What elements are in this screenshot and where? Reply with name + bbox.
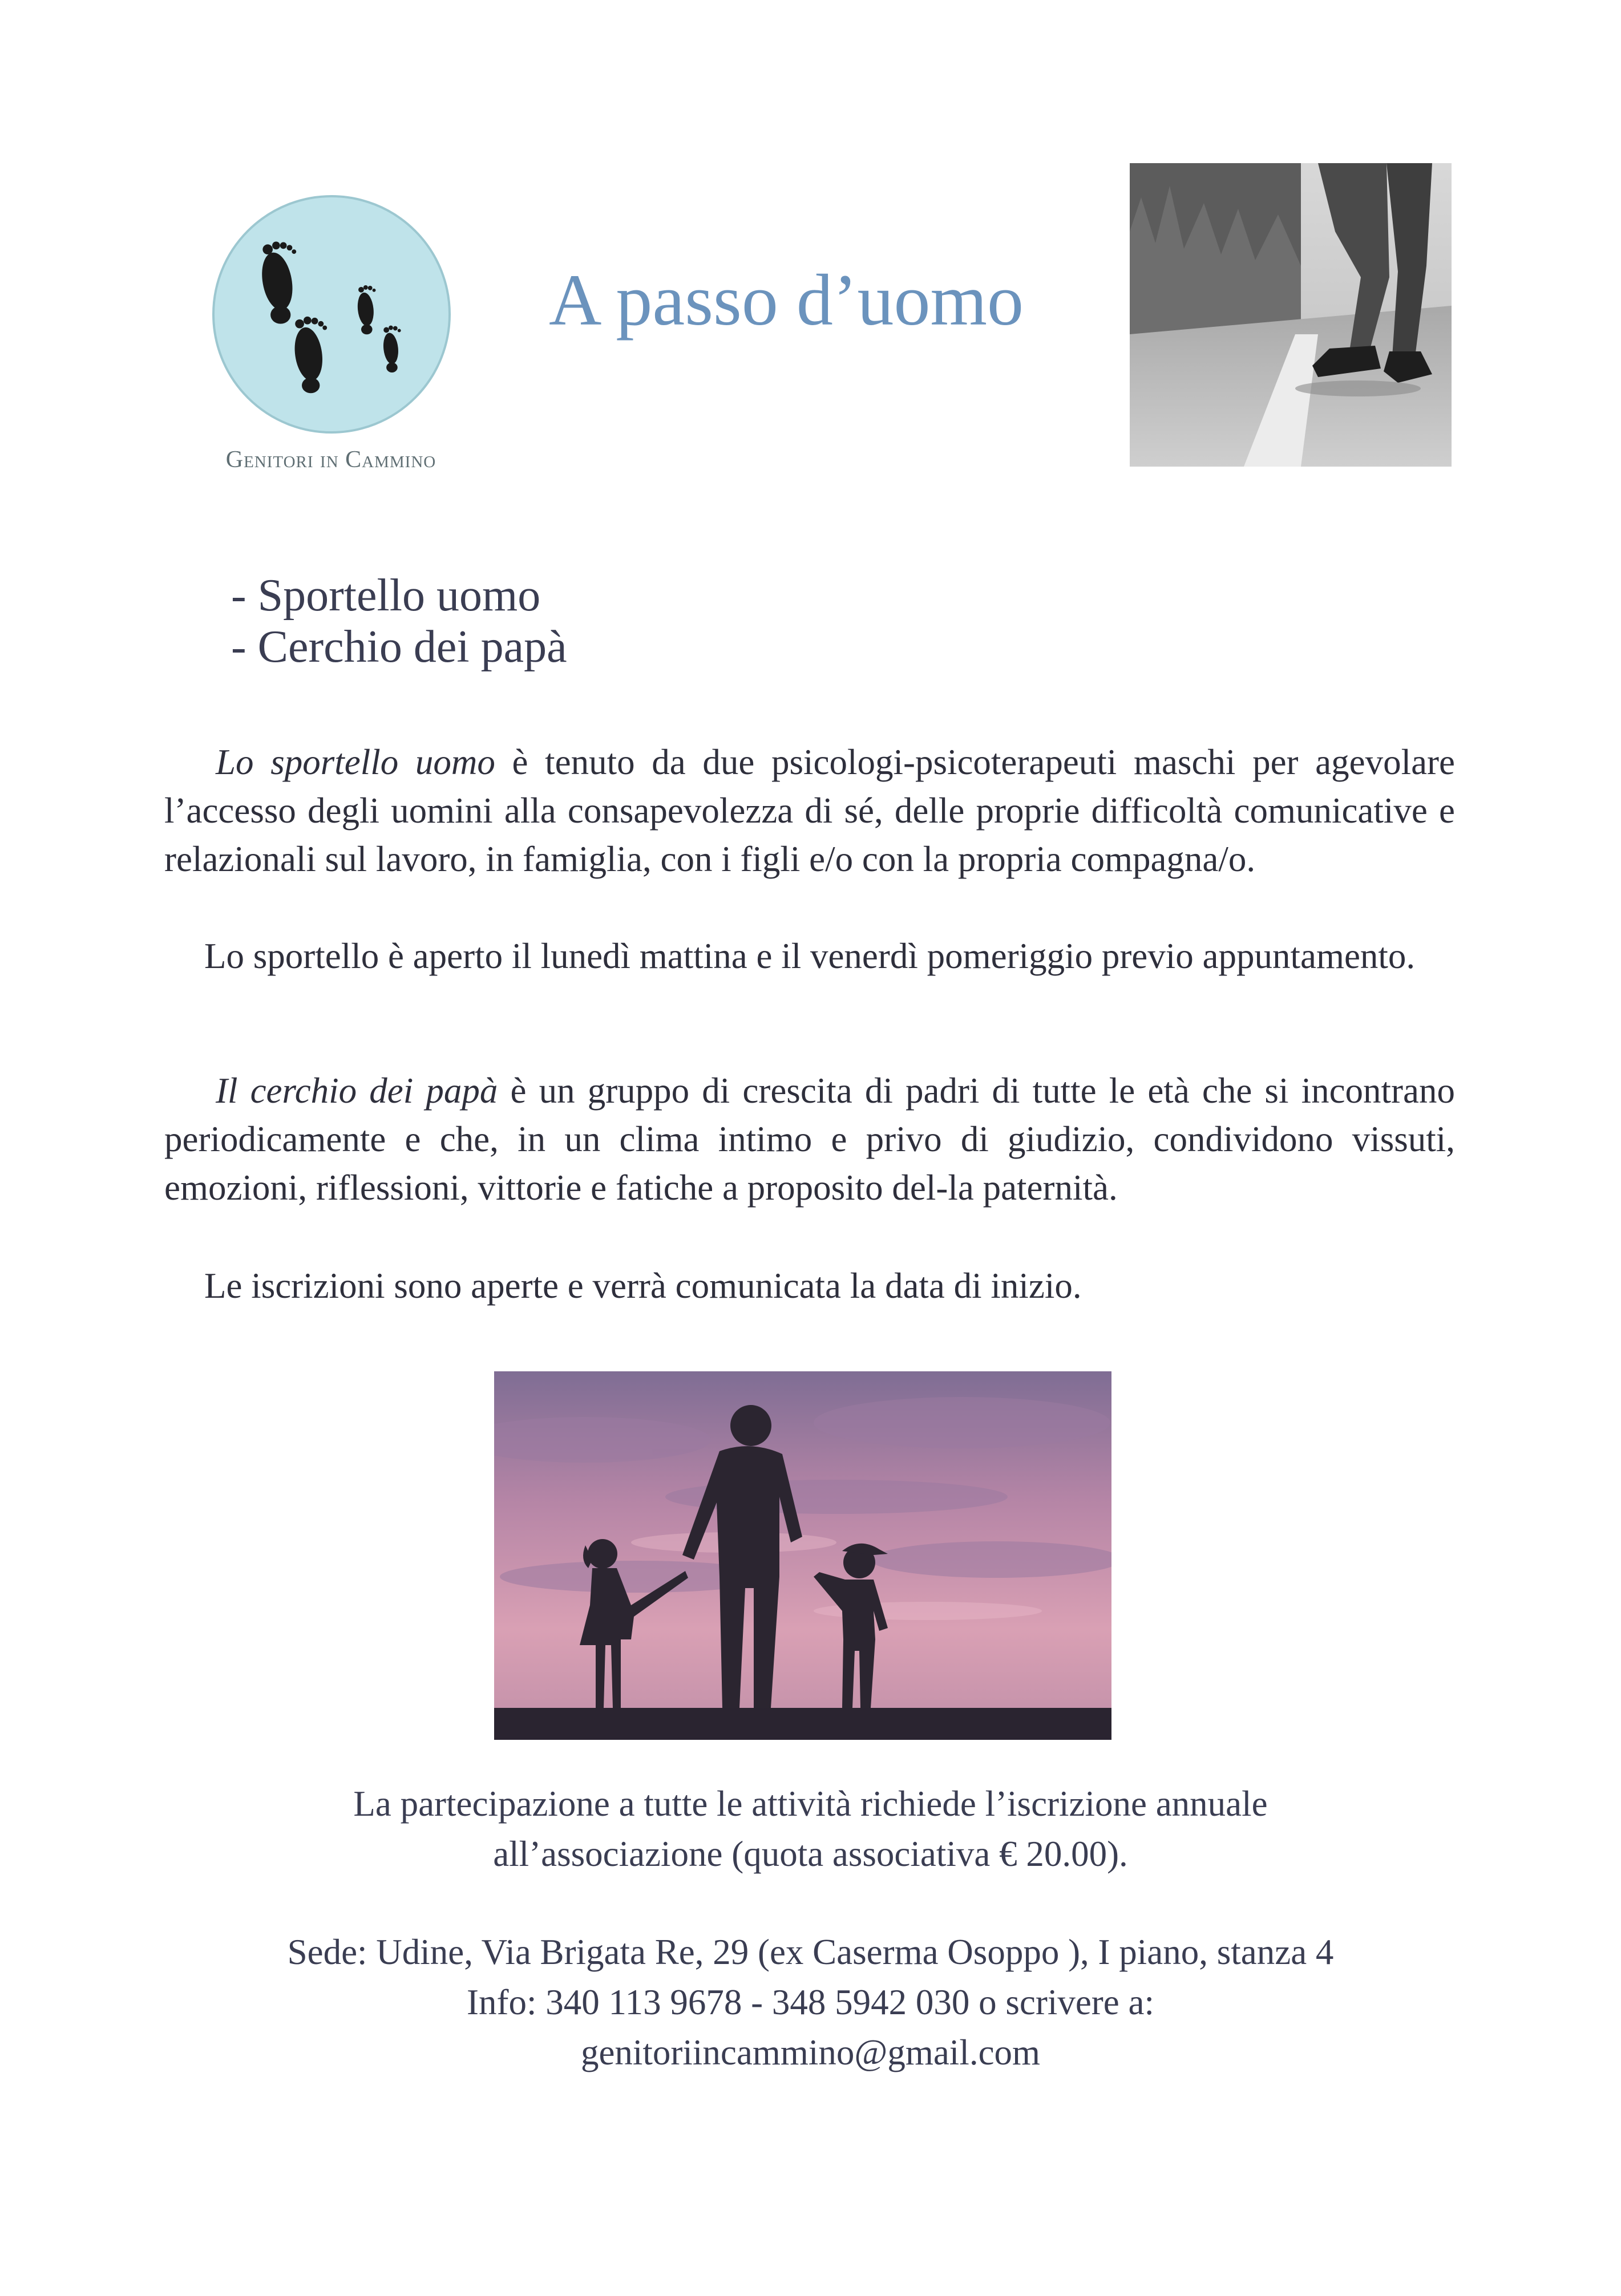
phone-line: Info: 340 113 9678 - 348 5942 030 o scrivere a: [467, 1982, 1154, 2022]
paragraph-cerchio [164, 1067, 1455, 1212]
walking-legs-photo [1130, 163, 1452, 467]
email-link[interactable]: genitoriincammino@gmail.com [580, 2032, 1041, 2072]
sportello-text: è tenuto da due psicologi-psicoterapeuti maschi per agevolare l’accesso degli uomini alla consapevolezza di sé, delle proprie difficoltà comunicative e relazionali sul lavoro, in famiglia, con i figli e/o con la propria compagna/o. [164, 742, 1455, 879]
cerchio-lead: Il cerchio dei papà [216, 1071, 498, 1111]
address-line: Sede: Udine, Via Brigata Re, 29 (ex Caserma Osoppo ), I piano, stanza 4 [287, 1932, 1334, 1972]
footprints-icon [215, 197, 448, 431]
iscrizioni-text: Le iscrizioni sono aperte e verrà comunicata la data di inizio. [204, 1266, 1082, 1306]
page-title: A passo d’uomo [549, 260, 1024, 341]
service-item-cerchio: - Cerchio dei papà [231, 621, 567, 672]
family-silhouette-photo [494, 1371, 1111, 1740]
membership-note [114, 1779, 1507, 1879]
cerchio-text: è un gruppo di crescita di padri di tutte le età che si incontrano periodicamente e che, in un clima intimo e privo di giudizio, condividono vissuti, emozioni, riflessioni, vittorie e fatiche a proposito del-la paternità. [164, 1071, 1455, 1208]
logo-caption: Genitori in Cammino [225, 447, 436, 473]
association-logo [212, 195, 451, 434]
services-list [231, 570, 567, 673]
paragraph-iscrizioni [164, 1262, 1455, 1310]
sportello-lead: Lo sportello uomo [216, 742, 495, 782]
paragraph-orari [164, 932, 1455, 981]
paragraph-sportello [164, 738, 1455, 884]
membership-line-1: La partecipazione a tutte le attività richiede l’iscrizione annuale [353, 1784, 1268, 1824]
contact-info [114, 1927, 1507, 2078]
service-item-sportello: - Sportello uomo [231, 570, 541, 621]
orari-text: Lo sportello è aperto il lunedì mattina e il venerdì pomeriggio previo appuntamento. [204, 936, 1416, 976]
membership-line-2: all’associazione (quota associativa € 20.00). [493, 1834, 1128, 1874]
